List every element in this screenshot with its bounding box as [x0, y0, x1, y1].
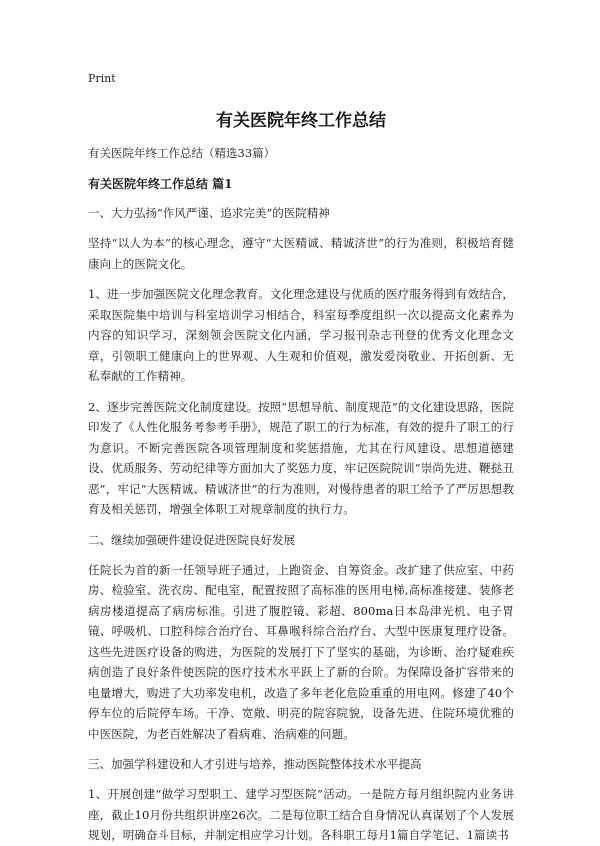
- paragraph: 1、开展创建“做学习型职工、建学习型医院”活动。一是院方每月组织院内业务讲座，截止10月份共组织讲座26次。二是每位职工结合自身情况认真谋划了个人发展规划，明确奋斗目标，并制定相应学习计划。各科职工每月1篇自学笔记、1篇读书: [88, 787, 514, 842]
- paragraph: 坚持“以人为本”的核心理念，遵守“大医精诚、精诚济世”的行为准则，积极培育健康向上的医院文化。: [88, 236, 514, 271]
- paragraph: 任院长为首的新一任领导班子通过，上跑资金、自筹资金。改扩建了供应室、中药房、检验室、洗衣房、配电室，配置按照了高标准的医用电梯,高标准接建、装修老病房楼道提高了病房标准。引进了腹腔镜、彩超、800ma日本岛津光机、电子胃镜、呼吸机、口腔科综合治疗台、耳鼻喉科综合治疗台、大型中医康复理疗设备。这些先进医疗设备的购进，为医院的发展打下了坚实的基础，为诊断、治疗疑难疾病创造了良好条件使医院的医疗技术水平跃上了新的台阶。为保障设备扩容带来的电量增大，购进了大功率发电机，改造了多年老化危险重重的用电网。修建了40个停车位的后院停车场。干净、宽敞、明亮的院容院貌，设备先进、住院环境优雅的中医医院，为老百姓解决了看病难、治病难的问题。: [88, 562, 514, 741]
- document-title: 有关医院年终工作总结: [216, 111, 386, 131]
- document-subtitle: 有关医院年终工作总结（精选33篇）: [88, 146, 276, 160]
- paragraph: 1、进一步加强医院文化理念教育。文化理念建设与优质的医疗服务得到有效结合，采取医院集中培训与科室培训学习相结合，科室每季度组织一次以提高文化素养为内容的知识学习，深刻领会医院文化内涵，学习报刊杂志刊登的优秀文化理念文章，引领职工健康向上的世界观、人生观和价值观，激发爱岗敬业、开拓创新、无私奉献的工作精神。: [88, 287, 514, 383]
- paragraph-heading-2: 二、继续加强硬件建设促进医院良好发展: [88, 532, 295, 547]
- section-title: 有关医院年终工作总结 篇1: [88, 177, 233, 191]
- paragraph: 2、逐步完善医院文化制度建设。按照“思想导航、制度规范”的文化建设思路，医院印发了《人性化服务考参考手册》，规范了职工的行为标准，有效的提升了职工的行为意识。不断完善医院各项管理制度和奖惩措施，尤其在行风建设、思想道德建设、优质服务、劳动纪律等方面加大了奖惩力度，牢记医院院训“崇尚先进、鞭挞丑恶”，牢记“大医精诚、精诚济世”的行为准则，对慢待患者的职工给予了严厉思想教育及相关惩罚，增强全体职工对规章制度的执行力。: [88, 399, 514, 516]
- print-label: Print: [88, 72, 116, 85]
- paragraph-heading-3: 三、加强学科建设和人才引进与培养，推动医院整体技术水平提高: [88, 757, 422, 771]
- paragraph-heading-1: 一、大力弘扬“作风严谨、追求完美”的医院精神: [88, 206, 330, 220]
